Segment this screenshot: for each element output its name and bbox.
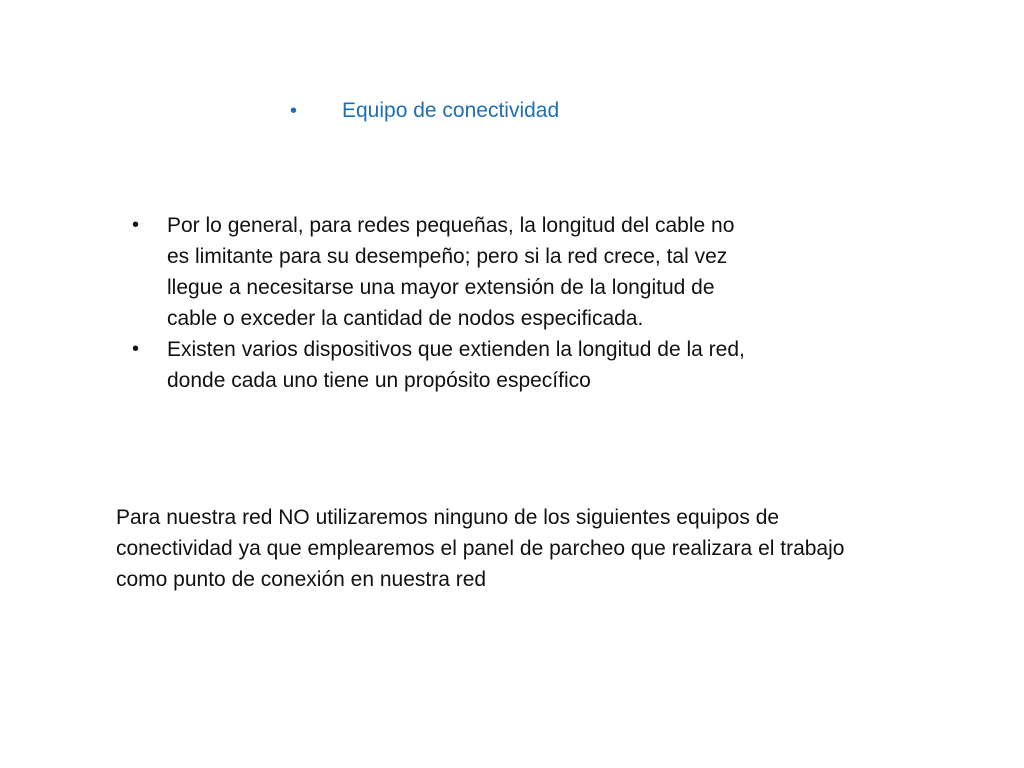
bullet-item-cable-length: [130, 210, 830, 334]
title-text: Equipo de conectividad: [342, 99, 560, 122]
bullet-line: Existen varios dispositivos que extienden la longitud de la red,: [167, 338, 745, 361]
bullet-dot-icon: •: [132, 338, 140, 360]
note-line: como punto de conexión en nuestra red: [116, 568, 487, 591]
bullet-line: cable o exceder la cantidad de nodos especificada.: [167, 307, 644, 330]
bullet-dot-icon: •: [132, 214, 140, 236]
note-line: conectividad ya que emplearemos el panel de parcheo que realizara el trabajo: [116, 537, 845, 560]
bullet-line: llegue a necesitarse una mayor extensión de la longitud de: [167, 276, 715, 299]
note-line: Para nuestra red NO utilizaremos ninguno de los siguientes equipos de: [116, 506, 780, 529]
bullet-line: Por lo general, para redes pequeñas, la longitud del cable no: [167, 214, 735, 237]
slide-title: [290, 95, 850, 127]
note-paragraph: [116, 502, 956, 595]
bullet-list: [130, 210, 830, 396]
title-bullet-icon: •: [290, 100, 298, 122]
bullet-item-devices: [130, 334, 830, 396]
bullet-line: es limitante para su desempeño; pero si la red crece, tal vez: [167, 245, 728, 268]
bullet-line: donde cada uno tiene un propósito específico: [167, 369, 591, 392]
